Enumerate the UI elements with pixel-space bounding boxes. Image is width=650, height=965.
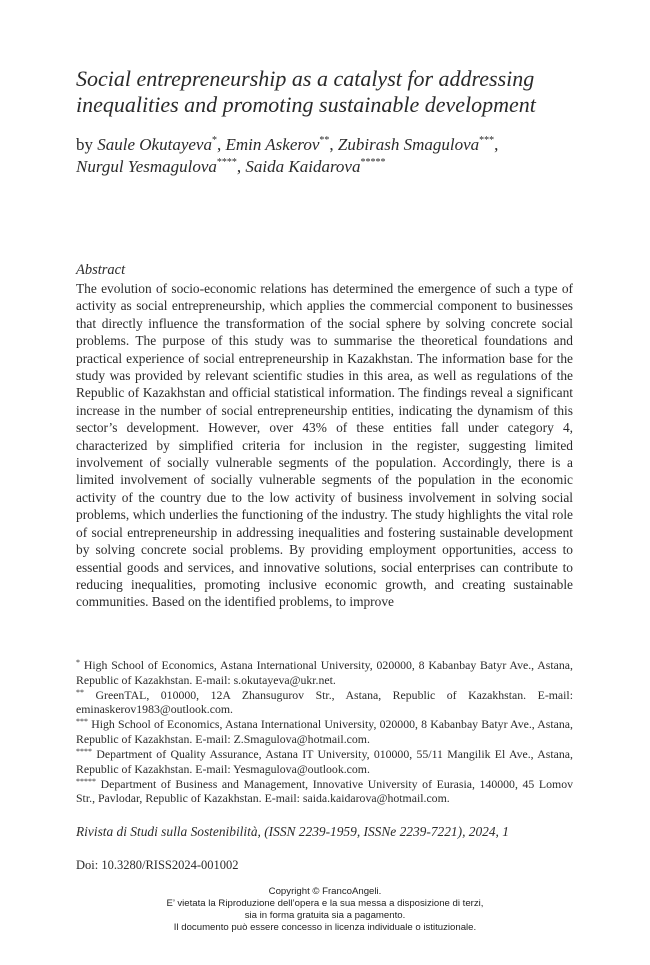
doi: Doi: 10.3280/RISS2024-001002 — [76, 858, 239, 872]
footnote — [76, 717, 573, 746]
author-list — [76, 134, 596, 178]
author-mark: *** — [479, 135, 495, 146]
footnote-text: High School of Economics, Astana International University, 020000, 8 Kabanbay Batyr Ave., Astana, Republic of Kazakhstan. E-mail: s.okutayeva@ukr.net. — [76, 658, 573, 687]
footnote-mark: * — [76, 658, 80, 667]
abstract-text: The evolution of socio-economic relations has determined the emergence of such a type of activity as social entrepreneurship, which applies the commercial component to businesses that directly influence the transformation of the social sphere by solving concrete social problems. The purpose of this study was to summarise the theoretical foundations and practical experience of social entrepreneurship in Kazakhstan. The information base for the study was provided by relevant scientific studies in this area, as well as regulations of the Republic of Kazakhstan and official statistical information. The findings reveal a significant increase in the number of social entrepreneurship entities, indicating the dynamism of this sector’s development. However, over 43% of these entities fall under category 4, characterized by simplified criteria for inclusion in the register, suggesting limited involvement of socially vulnerable segments of the population. Accordingly, there is a limited involvement of socially vulnerable segments of the population in the economic activity of the country due to the low activity of business involvement in solving social problems, which underlies the functioning of the industry. The study highlights the vital role of social entrepreneurship in addressing inequalities and fostering sustainable development by solving concrete social problems. By providing employment opportunities, access to essential goods and services, and innovative solutions, social enterprises can contribute to reducing inequalities, promoting inclusive economic growth, and creating sustainable communities. Based on the identified problems, to improve — [76, 281, 573, 610]
footnote-text: GreenTAL, 010000, 12A Zhansugurov Str., Astana, Republic of Kazakhstan. E-mail: eminaskerov1983@outlook.com. — [76, 687, 573, 717]
footnote — [76, 658, 573, 687]
abstract-heading: Abstract — [76, 262, 126, 278]
journal-citation: Rivista di Studi sulla Sostenibilità, (ISSN 2239-1959, ISSNe 2239-7221), 2024, 1 — [76, 824, 509, 839]
author-mark: ***** — [360, 157, 386, 168]
copyright-notice — [0, 886, 650, 934]
footnote-text: High School of Economics, Astana International University, 020000, 8 Kabanbay Batyr Ave., Astana, Republic of Kazakhstan. E-mail: Z.Smagulova@hotmail.com. — [76, 717, 573, 746]
copyright-line: Copyright © FrancoAngeli. — [268, 886, 382, 897]
footnote — [76, 688, 573, 717]
footnote-text: Department of Quality Assurance, Astana IT University, 010000, 55/11 Mangilik El Ave., Astana, Republic of Kazakhstan. E-mail: Yesmagulova@outlook.com. — [76, 747, 573, 776]
footnote — [76, 777, 573, 806]
footnote-mark: ***** — [76, 776, 96, 786]
by-label: by — [76, 135, 93, 154]
footnote-mark: *** — [76, 717, 88, 727]
copyright-line: E’ vietata la Riproduzione dell’opera e la sua messa a disposizione di terzi, — [166, 898, 484, 909]
footnotes — [76, 658, 573, 806]
author-name: Zubirash Smagulova — [337, 135, 480, 154]
author-name: Emin Askerov — [225, 135, 320, 154]
title-line: inequalities and promoting sustainable development — [76, 92, 536, 117]
copyright-line: Il documento può essere concesso in licenza individuale o istituzionale. — [173, 922, 477, 933]
footnote-mark: **** — [76, 747, 92, 757]
footnote-text: Department of Business and Management, Innovative University of Eurasia, 140000, 45 Lomov Str., Pavlodar, Republic of Kazakhstan. E-mail: saida.kaidarova@hotmail.com. — [76, 776, 573, 806]
author-line: by Saule Okutayeva*, Emin Askerov**, Zubirash Smagulova***, — [76, 135, 499, 154]
footnote-mark: ** — [76, 687, 84, 697]
article-title — [76, 66, 596, 118]
author-name: Saida Kaidarova — [245, 157, 361, 176]
title-line: Social entrepreneurship as a catalyst for addressing — [76, 66, 535, 91]
author-name: Nurgul Yesmagulova — [76, 157, 217, 176]
author-mark: ** — [319, 135, 330, 146]
author-name: Saule Okutayeva — [97, 135, 212, 154]
author-mark: **** — [216, 157, 237, 168]
author-line: Nurgul Yesmagulova****, Saida Kaidarova***** — [76, 157, 386, 176]
footnote — [76, 747, 573, 776]
copyright-line: sia in forma gratuita sia a pagamento. — [244, 910, 406, 921]
author-mark: * — [211, 135, 217, 146]
